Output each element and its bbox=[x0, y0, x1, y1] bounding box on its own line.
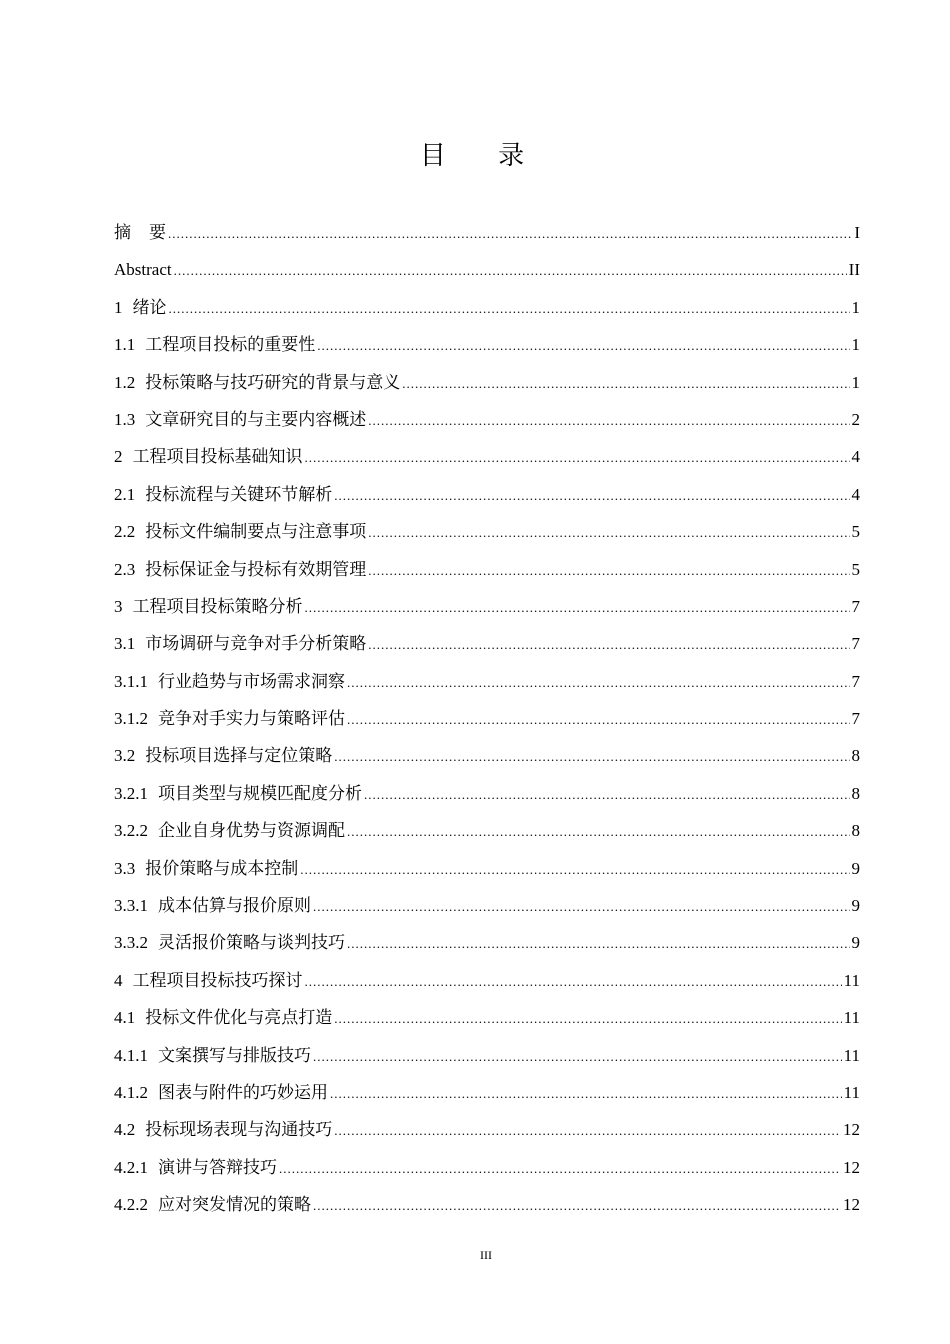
toc-entry-title: 企业自身优势与资源调配 bbox=[158, 821, 345, 842]
toc-entry-page: 12 bbox=[843, 1120, 860, 1140]
toc-entry-title: 应对突发情况的策略 bbox=[158, 1195, 311, 1216]
toc-entry-number: 3.1.1 bbox=[114, 671, 148, 691]
toc-dot-leader bbox=[334, 742, 849, 771]
toc-dot-leader bbox=[347, 705, 850, 734]
toc-entry-page: 11 bbox=[843, 1008, 860, 1028]
toc-entry-page: 1 bbox=[851, 297, 860, 317]
toc-entry-number: 4.2.1 bbox=[114, 1157, 148, 1177]
toc-dot-leader bbox=[305, 967, 842, 996]
toc-entry-title: 图表与附件的巧妙运用 bbox=[158, 1082, 328, 1103]
toc-entry-page: 4 bbox=[851, 484, 860, 504]
toc-entry-page: 11 bbox=[843, 1045, 860, 1065]
toc-entry-title: 工程项目投标策略分析 bbox=[132, 596, 303, 617]
toc-entry-title: 投标策略与技巧研究的背景与意义 bbox=[145, 372, 401, 393]
toc-entry[interactable] bbox=[114, 517, 860, 554]
toc-entry-page: 7 bbox=[851, 596, 860, 616]
toc-entry[interactable] bbox=[114, 368, 860, 405]
toc-entry-page: 7 bbox=[851, 671, 860, 691]
toc-entry-number: 3.1 bbox=[114, 634, 136, 654]
toc-dot-leader bbox=[305, 593, 850, 622]
toc-entry[interactable] bbox=[114, 255, 860, 292]
toc-entry[interactable] bbox=[114, 218, 860, 255]
toc-entry[interactable] bbox=[114, 741, 860, 778]
toc-entry-page: 11 bbox=[843, 1082, 860, 1102]
toc-entry-title: 投标现场表现与沟通技巧 bbox=[145, 1120, 333, 1141]
toc-dot-leader bbox=[334, 1004, 841, 1033]
toc-entry[interactable] bbox=[114, 629, 860, 666]
toc-entry-page: 12 bbox=[843, 1195, 860, 1215]
toc-dot-leader bbox=[368, 518, 849, 547]
toc-entry[interactable] bbox=[114, 704, 860, 741]
toc-entry-page: 7 bbox=[851, 709, 860, 729]
toc-entry-number: 4 bbox=[114, 970, 123, 990]
toc-entry-number: 4.1.1 bbox=[114, 1045, 148, 1065]
toc-entry-number: 3.1.2 bbox=[114, 709, 148, 729]
toc-entry[interactable] bbox=[114, 891, 860, 928]
toc-entry-title: 竞争对手实力与策略评估 bbox=[158, 709, 345, 730]
toc-entry-title: 绪论 bbox=[132, 297, 167, 318]
toc-entry[interactable] bbox=[114, 1078, 860, 1115]
toc-entry-title: 投标文件优化与亮点打造 bbox=[145, 1008, 333, 1029]
toc-entry-number: 2.2 bbox=[114, 522, 136, 542]
toc-entry-title: 文章研究目的与主要内容概述 bbox=[145, 409, 367, 430]
toc-entry[interactable] bbox=[114, 480, 860, 517]
toc-entry-number: 3.3 bbox=[114, 858, 136, 878]
toc-entry-title: 报价策略与成本控制 bbox=[145, 858, 299, 879]
toc-dot-leader bbox=[368, 630, 849, 659]
toc-entry-number: 1.3 bbox=[114, 409, 136, 429]
toc-dot-leader bbox=[313, 1042, 842, 1071]
toc-entry-title: 工程项目投标基础知识 bbox=[132, 447, 303, 468]
toc-entry-number: 3.3.2 bbox=[114, 933, 148, 953]
toc-entry[interactable] bbox=[114, 667, 860, 704]
toc-dot-leader bbox=[334, 481, 849, 510]
toc-dot-leader bbox=[169, 294, 850, 323]
toc-entry-title: Abstract bbox=[114, 260, 172, 280]
toc-entry-title: 演讲与答辩技巧 bbox=[158, 1157, 277, 1178]
toc-entry[interactable] bbox=[114, 854, 860, 891]
toc-dot-leader bbox=[402, 369, 849, 398]
toc-entry-page: 9 bbox=[851, 858, 860, 878]
toc-entry-number: 3.2 bbox=[114, 746, 136, 766]
toc-entry[interactable] bbox=[114, 816, 860, 853]
toc-entry[interactable] bbox=[114, 1115, 860, 1152]
toc-dot-leader bbox=[300, 855, 849, 884]
toc-entry-title: 成本估算与报价原则 bbox=[158, 896, 311, 917]
toc-entry-title: 灵活报价策略与谈判技巧 bbox=[158, 933, 345, 954]
toc-entry[interactable] bbox=[114, 405, 860, 442]
toc-dot-leader bbox=[368, 556, 849, 585]
toc-entry-title: 市场调研与竞争对手分析策略 bbox=[145, 634, 367, 655]
toc-dot-leader bbox=[347, 668, 850, 697]
toc-entry-number: 4.1 bbox=[114, 1008, 136, 1028]
toc-entry-number: 2.3 bbox=[114, 559, 136, 579]
toc-entry-page: 11 bbox=[843, 970, 860, 990]
toc-entry-title: 工程项目投标技巧探讨 bbox=[132, 970, 303, 991]
toc-entry-number: 2.1 bbox=[114, 484, 136, 504]
toc-entry-number: 3.3.1 bbox=[114, 896, 148, 916]
toc-entry-page: 1 bbox=[851, 372, 860, 392]
toc-entry-title: 投标流程与关键环节解析 bbox=[145, 484, 333, 505]
toc-dot-leader bbox=[347, 817, 850, 846]
toc-dot-leader bbox=[330, 1079, 842, 1108]
toc-entry[interactable] bbox=[114, 442, 860, 479]
toc-entry[interactable] bbox=[114, 1153, 860, 1190]
toc-dot-leader bbox=[364, 780, 850, 809]
toc-entry[interactable] bbox=[114, 1190, 860, 1227]
toc-entry-number: 1.1 bbox=[114, 335, 136, 355]
toc-entry-page: 8 bbox=[851, 821, 860, 841]
toc-entry-title: 投标项目选择与定位策略 bbox=[145, 746, 333, 767]
toc-entry-page: 2 bbox=[851, 409, 860, 429]
toc-entry-page: 8 bbox=[851, 746, 860, 766]
toc-entry-title: 行业趋势与市场需求洞察 bbox=[158, 671, 345, 692]
toc-entry[interactable] bbox=[114, 1003, 860, 1040]
toc-entry[interactable] bbox=[114, 779, 860, 816]
table-of-contents bbox=[114, 218, 860, 1228]
toc-entry[interactable] bbox=[114, 293, 860, 330]
toc-entry-title: 文案撰写与排版技巧 bbox=[158, 1045, 311, 1066]
toc-entry-number: 3.2.2 bbox=[114, 821, 148, 841]
toc-entry-page: II bbox=[848, 260, 860, 280]
toc-dot-leader bbox=[347, 929, 850, 958]
toc-dot-leader bbox=[305, 443, 850, 472]
toc-entry[interactable] bbox=[114, 555, 860, 592]
toc-entry-title: 项目类型与规模匹配度分析 bbox=[158, 783, 362, 804]
toc-entry[interactable] bbox=[114, 928, 860, 965]
toc-dot-leader bbox=[334, 1116, 841, 1145]
toc-entry-number: 1 bbox=[114, 297, 123, 317]
toc-entry[interactable] bbox=[114, 592, 860, 629]
toc-entry-number: 4.2.2 bbox=[114, 1195, 148, 1215]
toc-entry-title: 投标文件编制要点与注意事项 bbox=[145, 522, 367, 543]
page-number: III bbox=[480, 1248, 492, 1262]
toc-entry[interactable] bbox=[114, 330, 860, 367]
toc-entry-page: 5 bbox=[851, 559, 860, 579]
toc-entry-number: 1.2 bbox=[114, 372, 136, 392]
toc-entry-title: 投标保证金与投标有效期管理 bbox=[145, 559, 367, 580]
toc-entry-number: 3 bbox=[114, 596, 123, 616]
toc-entry-page: I bbox=[854, 223, 860, 242]
toc-entry-page: 9 bbox=[851, 933, 860, 953]
toc-entry[interactable] bbox=[114, 1041, 860, 1078]
toc-entry-number: 4.1.2 bbox=[114, 1082, 148, 1102]
toc-dot-leader bbox=[174, 256, 847, 285]
toc-entry-number: 4.2 bbox=[114, 1120, 136, 1140]
toc-entry[interactable] bbox=[114, 966, 860, 1003]
toc-dot-leader bbox=[168, 219, 852, 248]
toc-entry-page: 12 bbox=[843, 1157, 860, 1177]
toc-entry-number: 2 bbox=[114, 447, 123, 467]
toc-entry-page: 1 bbox=[851, 335, 860, 355]
toc-entry-page: 5 bbox=[851, 522, 860, 542]
toc-entry-page: 7 bbox=[851, 634, 860, 654]
toc-dot-leader bbox=[368, 406, 849, 435]
toc-entry-page: 8 bbox=[851, 783, 860, 803]
toc-entry-page: 9 bbox=[851, 896, 860, 916]
toc-entry-title: 工程项目投标的重要性 bbox=[145, 335, 316, 356]
page-title: 目 录 bbox=[419, 141, 547, 172]
toc-dot-leader bbox=[313, 892, 850, 921]
toc-dot-leader bbox=[279, 1154, 841, 1183]
toc-entry-number: 3.2.1 bbox=[114, 783, 148, 803]
toc-dot-leader bbox=[313, 1191, 841, 1220]
toc-dot-leader bbox=[317, 331, 849, 360]
toc-entry-title: 摘要 bbox=[114, 223, 184, 243]
toc-entry-page: 4 bbox=[851, 447, 860, 467]
